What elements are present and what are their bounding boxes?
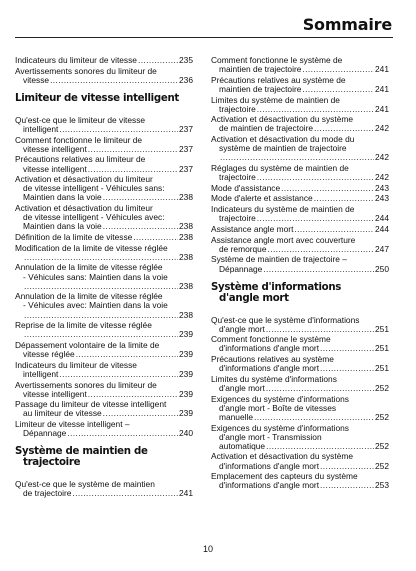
toc-entry-title: Réglages du système de maintien de	[211, 163, 349, 173]
page-number: 10	[202, 544, 213, 554]
toc-page-number: 238	[179, 221, 193, 232]
dot-leader	[220, 153, 374, 162]
toc-entry[interactable]	[211, 395, 389, 422]
toc-entry-title: Indicateurs du limiteur de vitesse	[15, 55, 137, 65]
toc-entry-title: Qu'est-ce que le système d'informations	[211, 314, 360, 325]
toc-entry-title: Comment fonctionne le système	[211, 334, 331, 345]
toc-right-column	[211, 56, 389, 492]
toc-page-number: 252	[375, 411, 389, 422]
toc-entry-title: Exigences du système d'informations	[211, 422, 349, 433]
toc-entry[interactable]	[211, 255, 389, 273]
toc-page-number: 236	[179, 74, 193, 85]
toc-entry[interactable]	[15, 244, 193, 262]
toc-entry-title-end: automatique	[219, 440, 266, 451]
toc-entry-title-end: Dépannage	[219, 263, 263, 274]
dot-leader	[88, 145, 178, 154]
toc-entry-title-cont: système de maintien de trajectoire	[219, 143, 347, 154]
toc-entry-title-end: vitesse intelligent	[23, 143, 87, 154]
dot-leader	[268, 245, 375, 254]
toc-entry-last-line	[15, 370, 193, 379]
toc-page-number: 241	[375, 83, 389, 94]
toc-entry-title-end: maintien de trajectoire	[219, 83, 302, 94]
toc-entry-title-end: vitesse	[23, 74, 50, 85]
dot-leader	[59, 370, 178, 379]
toc-entry-title-end: Dépannage	[23, 428, 67, 439]
toc-entry-last-line	[15, 350, 193, 359]
toc-page-number: 241	[375, 103, 389, 114]
toc-page-number: 252	[375, 460, 389, 471]
dot-leader	[266, 384, 374, 393]
toc-entry-title-end: trajectoire	[219, 103, 256, 114]
toc-entry-title-end: trajectoire	[219, 213, 256, 224]
toc-entry[interactable]	[15, 67, 193, 85]
toc-page-number: 237	[179, 143, 193, 154]
toc-entry-last-line	[15, 125, 193, 134]
toc-entry-last-line	[211, 462, 389, 471]
toc-page-number: 253	[375, 480, 389, 491]
section-heading-line1: Limiteur de vitesse intelligent	[15, 92, 179, 104]
toc-entry-title: Système de maintien de trajectoire –	[211, 254, 347, 265]
toc-entry[interactable]	[15, 136, 193, 154]
toc-entry[interactable]	[15, 480, 193, 498]
toc-entry[interactable]	[15, 204, 193, 231]
toc-page-number: 250	[375, 263, 389, 274]
toc-entry[interactable]	[211, 236, 389, 254]
toc-entry-last-line	[15, 253, 193, 262]
toc-entry[interactable]	[211, 115, 389, 133]
toc-entry-title-end: Maintien dans la voie	[23, 221, 102, 232]
toc-entry-title: Limites du système d'informations	[211, 373, 337, 384]
dot-leader	[138, 56, 178, 65]
toc-entry-last-line	[15, 222, 193, 231]
toc-entry-title: Assistance angle mort	[211, 223, 294, 234]
section-heading	[211, 282, 389, 304]
toc-entry-last-line	[211, 65, 389, 74]
toc-entry-title-cont: de vitesse intelligent - Véhicules sans:	[23, 183, 165, 194]
toc-entry[interactable]	[15, 155, 193, 173]
toc-entry-title: Activation et désactivation du limiteur	[15, 174, 153, 185]
toc-entry-title-end: vitesse réglée	[23, 349, 75, 360]
toc-page-number: 238	[179, 192, 193, 203]
toc-entry-last-line	[211, 442, 389, 451]
toc-entry-last-line	[15, 193, 193, 202]
toc-page-number: 241	[375, 64, 389, 75]
toc-entry-last-line	[15, 489, 193, 498]
toc-entry[interactable]	[15, 361, 193, 379]
dot-leader	[254, 413, 374, 422]
toc-entry[interactable]	[15, 381, 193, 399]
dot-leader	[88, 165, 178, 174]
dot-leader	[24, 282, 178, 291]
dot-leader	[314, 124, 374, 133]
toc-entry-last-line	[211, 265, 389, 274]
toc-entry-last-line	[211, 344, 389, 353]
toc-entry-title: Activation et désactivation du mode du	[211, 134, 355, 145]
toc-page-number: 238	[179, 251, 193, 262]
toc-entry-title: Précautions relatives au système de	[211, 74, 346, 85]
dot-leader	[266, 325, 374, 334]
toc-page-number: 251	[375, 363, 389, 374]
dot-leader	[133, 233, 178, 242]
toc-page-number: 244	[375, 223, 389, 234]
toc-entry-title: Annulation de la limite de vitesse réglée	[15, 291, 163, 302]
dot-leader	[263, 265, 374, 274]
toc-entry-title: Indicateurs du système de maintien de	[211, 204, 355, 215]
toc-entry[interactable]	[15, 400, 193, 418]
dot-leader	[257, 105, 374, 114]
dot-leader	[24, 330, 178, 339]
dot-leader	[103, 193, 178, 202]
toc-page-number: 240	[179, 428, 193, 439]
toc-page-number: 251	[375, 323, 389, 334]
toc-entry-title: Définition de la limite de vitesse	[15, 231, 133, 242]
dot-leader	[320, 462, 374, 471]
toc-page-number: 242	[375, 152, 389, 163]
toc-entry-last-line	[211, 364, 389, 373]
toc-entry[interactable]	[211, 375, 389, 393]
section-heading-line1: Système d'informations	[211, 281, 342, 293]
toc-entry-title: Mode d'assistance	[211, 182, 281, 193]
toc-entry[interactable]	[15, 116, 193, 134]
toc-page-number: 235	[179, 55, 193, 65]
toc-entry-title-end: d'informations d'angle mort	[219, 363, 320, 374]
toc-entry-last-line	[211, 124, 389, 133]
toc-entry-title-end: d'informations d'angle mort	[219, 343, 320, 354]
dot-leader	[314, 194, 374, 203]
toc-entry-title-end: d'angle mort	[219, 323, 265, 334]
toc-entry-title: Exigences du système d'informations	[211, 393, 349, 404]
toc-entry-title-cont: - Véhicules sans: Maintien dans la voie	[23, 271, 168, 282]
toc-entry-title: Qu'est-ce que le système de maintien	[15, 479, 155, 490]
toc-page-number: 252	[375, 440, 389, 451]
toc-entry-title: Reprise de la limite de vitesse réglée	[15, 320, 152, 331]
toc-entry[interactable]	[211, 96, 389, 114]
toc-entry-last-line	[211, 413, 389, 422]
toc-entry-title: Précautions relatives au limiteur de	[15, 154, 146, 165]
toc-entry-last-line	[211, 325, 389, 334]
toc-page-number: 238	[179, 309, 193, 320]
toc-entry-title: Modification de la limite de vitesse réglée	[15, 242, 168, 253]
toc-entry[interactable]	[15, 175, 193, 202]
toc-page-number: 239	[179, 329, 193, 340]
dot-leader	[266, 442, 374, 451]
toc-entry[interactable]	[15, 233, 193, 242]
toc-entry[interactable]	[211, 76, 389, 94]
toc-entry-title: Passage du limiteur de vitesse intelligent	[15, 399, 167, 410]
toc-entry-title: Précautions relatives au système	[211, 354, 334, 365]
toc-entry-title-cont: de vitesse intelligent - Véhicules avec:	[23, 212, 165, 223]
toc-entry[interactable]	[15, 292, 193, 319]
toc-entry[interactable]	[211, 135, 389, 162]
toc-page-number: 242	[375, 172, 389, 183]
section-heading-line1: Système de maintien de	[15, 446, 148, 458]
toc-entry[interactable]	[211, 225, 389, 234]
toc-entry-title: Avertissements sonores du limiteur de	[15, 65, 157, 76]
toc-entry-title: Avertissements sonores du limiteur de	[15, 379, 157, 390]
dot-leader	[103, 222, 178, 231]
toc-entry-title-end: Maintien dans la voie	[23, 192, 102, 203]
toc-entry-title: Emplacement des capteurs du système	[211, 471, 358, 482]
toc-entry[interactable]	[15, 321, 193, 339]
toc-entry-last-line	[211, 153, 389, 162]
toc-entry-title-cont: d'angle mort - Boîte de vitesses	[219, 402, 337, 413]
toc-entry-title-end: maintien de trajectoire	[219, 64, 302, 75]
toc-page-number: 244	[375, 213, 389, 224]
toc-page-number: 243	[375, 182, 389, 193]
dot-leader	[320, 364, 374, 373]
section-heading-line2: trajectoire	[23, 457, 81, 469]
toc-entry-last-line	[15, 76, 193, 85]
toc-entry[interactable]	[15, 56, 193, 65]
toc-entry-last-line	[15, 165, 193, 174]
dot-leader	[294, 225, 374, 234]
toc-entry-last-line	[15, 330, 193, 339]
toc-entry[interactable]	[15, 341, 193, 359]
page-title: Sommaire	[302, 15, 392, 34]
dot-leader	[320, 481, 374, 490]
toc-entry[interactable]	[211, 472, 389, 490]
toc-page-number: 243	[375, 193, 389, 204]
toc-entry-title: Mode d'alerte et assistance	[211, 193, 313, 204]
toc-entry-title: Activation et désactivation du système	[211, 451, 353, 462]
toc-entry-title: Comment fonctionne le système de	[211, 55, 343, 65]
toc-entry-title-end: manuelle	[219, 411, 253, 422]
toc-page-number: 251	[375, 343, 389, 354]
toc-entry-title-end: de maintien de trajectoire	[219, 123, 314, 134]
toc-entry-last-line	[15, 429, 193, 438]
toc-page-number: 239	[179, 368, 193, 379]
section-heading-line2: d'angle mort	[219, 292, 289, 304]
toc-entry[interactable]	[211, 335, 389, 353]
dot-leader	[72, 489, 178, 498]
toc-left-column	[15, 56, 193, 500]
toc-entry[interactable]	[211, 184, 389, 193]
toc-entry-title-end: d'informations d'angle mort	[219, 460, 320, 471]
toc-entry-title: Dépassement volontaire de la limite de	[15, 339, 160, 350]
toc-entry-last-line	[211, 214, 389, 223]
toc-entry-title-end: trajectoire	[219, 172, 256, 183]
toc-entry-last-line	[211, 85, 389, 94]
toc-entry-last-line	[211, 173, 389, 182]
toc-entry-last-line	[211, 481, 389, 490]
toc-entry[interactable]	[211, 56, 389, 74]
title-divider	[15, 37, 393, 38]
toc-entry-title-end: d'informations d'angle mort	[219, 480, 320, 491]
toc-entry-title: Indicateurs du limiteur de vitesse	[15, 359, 137, 370]
toc-page-number: 239	[179, 349, 193, 360]
toc-entry[interactable]	[15, 263, 193, 290]
toc-entry-title-cont: - Véhicules avec: Maintien dans la voie	[23, 300, 168, 311]
toc-entry-title: Activation et désactivation du système	[211, 114, 353, 125]
dot-leader	[59, 125, 178, 134]
toc-page-number: 238	[179, 231, 193, 242]
toc-page-number: 242	[375, 123, 389, 134]
toc-entry[interactable]	[211, 194, 389, 203]
toc-page-number: 237	[179, 163, 193, 174]
toc-entry-title: Comment fonctionne le limiteur de	[15, 134, 143, 145]
toc-page-number: 252	[375, 383, 389, 394]
toc-entry-title: Limites du système de maintien de	[211, 94, 340, 105]
toc-entry-last-line	[15, 390, 193, 399]
toc-entry-title-end: au limiteur de vitesse	[23, 408, 102, 419]
toc-entry-last-line	[15, 282, 193, 291]
dot-leader	[50, 76, 178, 85]
toc-entry[interactable]	[211, 316, 389, 334]
toc-page-number: 239	[179, 388, 193, 399]
toc-entry-title: Assistance angle mort avec couverture	[211, 234, 356, 245]
toc-entry-title-end: intelligent	[23, 123, 59, 134]
toc-entry-last-line	[15, 311, 193, 320]
dot-leader	[103, 409, 178, 418]
section-heading	[15, 446, 193, 468]
dot-leader	[67, 429, 178, 438]
toc-entry-title-end: de remorque	[219, 243, 267, 254]
dot-leader	[302, 85, 374, 94]
toc-entry-title: Qu'est-ce que le limiteur de vitesse	[15, 114, 146, 125]
toc-page-number: 241	[179, 488, 193, 499]
toc-entry-last-line	[15, 409, 193, 418]
toc-entry[interactable]	[211, 452, 389, 470]
toc-entry-title-cont: d'angle mort - Transmission	[219, 431, 322, 442]
dot-leader	[24, 311, 178, 320]
dot-leader	[302, 65, 374, 74]
toc-entry[interactable]	[211, 205, 389, 223]
toc-entry-last-line	[15, 145, 193, 154]
toc-entry-last-line	[211, 384, 389, 393]
toc-page-number: 238	[179, 280, 193, 291]
toc-entry-title-end: intelligent	[23, 368, 59, 379]
dot-leader	[76, 350, 178, 359]
toc-entry-title-end: d'angle mort	[219, 383, 265, 394]
toc-entry-title-end: de trajectoire	[23, 488, 72, 499]
toc-entry-title: Annulation de la limite de vitesse réglée	[15, 262, 163, 273]
toc-entry-last-line	[211, 245, 389, 254]
toc-entry-title-end: vitesse intelligent	[23, 388, 87, 399]
toc-page-number: 237	[179, 123, 193, 134]
dot-leader	[88, 390, 178, 399]
dot-leader	[281, 184, 374, 193]
toc-entry[interactable]	[15, 420, 193, 438]
dot-leader	[257, 173, 374, 182]
dot-leader	[24, 253, 178, 262]
toc-entry[interactable]	[211, 164, 389, 182]
toc-entry-title: Limiteur de vitesse intelligent –	[15, 419, 130, 430]
toc-entry-title: Activation et désactivation du limiteur	[15, 203, 153, 214]
toc-entry[interactable]	[211, 424, 389, 451]
toc-page-number: 247	[375, 243, 389, 254]
dot-leader	[257, 214, 374, 223]
dot-leader	[320, 344, 374, 353]
section-heading	[15, 93, 193, 104]
toc-entry[interactable]	[211, 355, 389, 373]
toc-page-number: 239	[179, 408, 193, 419]
toc-entry-title-end: vitesse intelligent	[23, 163, 87, 174]
toc-entry-last-line	[211, 105, 389, 114]
